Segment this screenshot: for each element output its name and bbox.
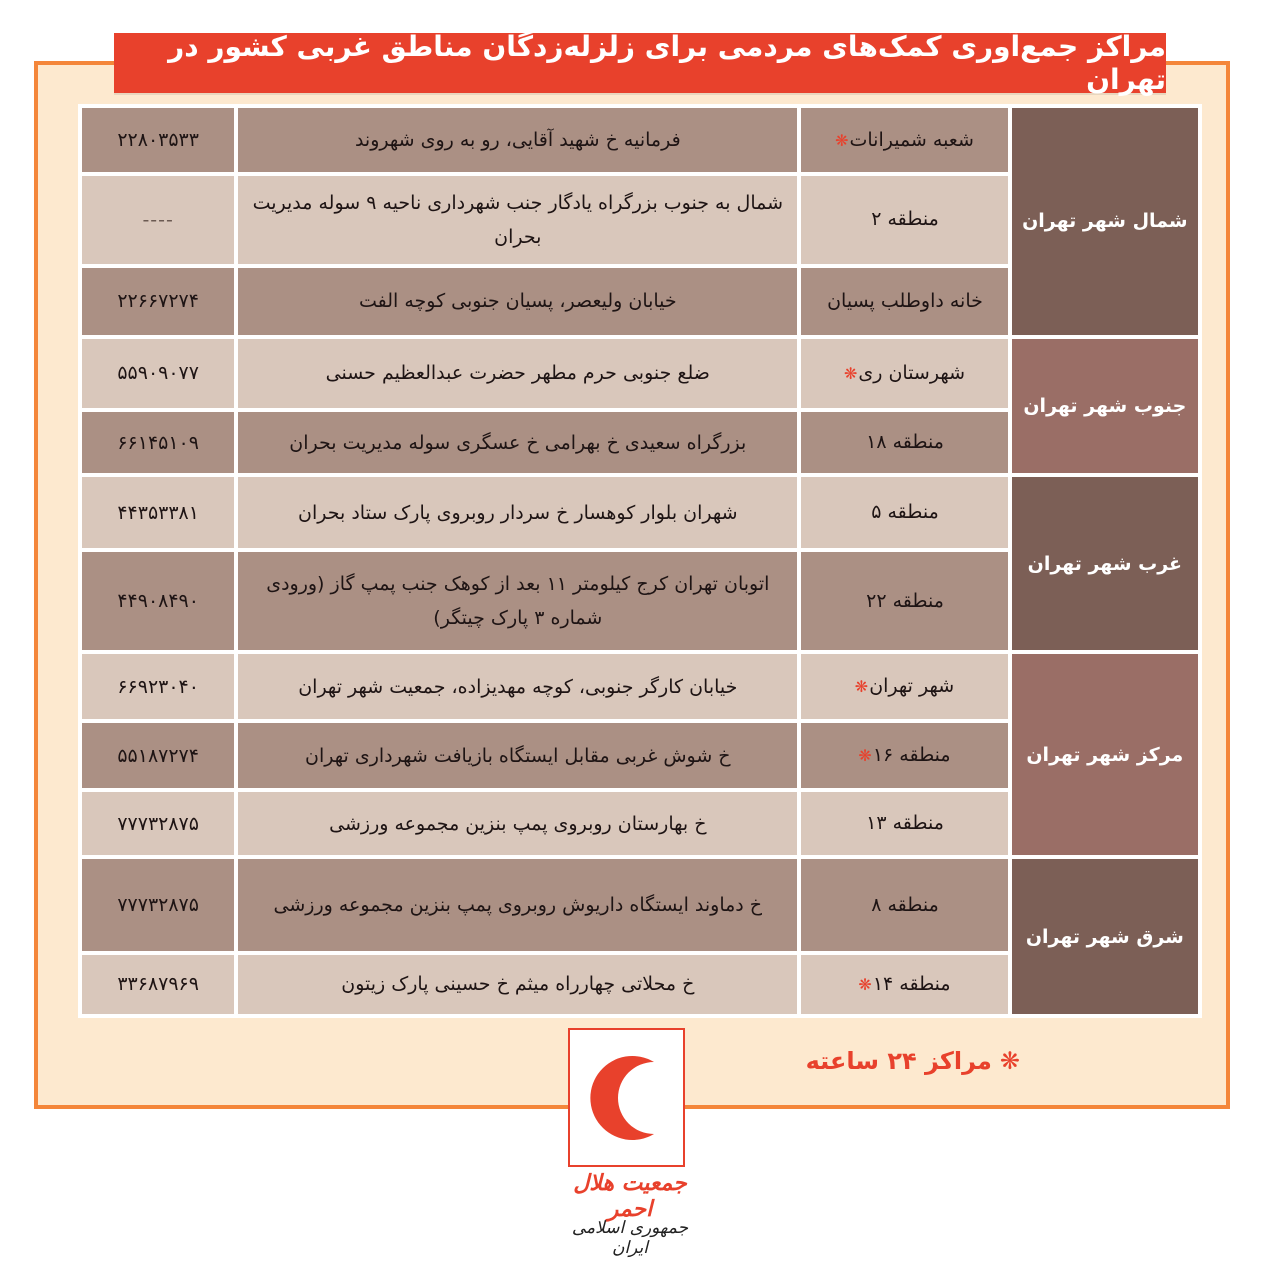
center-address: شمال به جنوب بزرگراه یادگار جنب شهرداری ناحیه ۹ سوله مدیریت بحران: [238, 176, 797, 264]
center-name-text: شهر تهران: [869, 675, 955, 698]
center-name-text: منطقه ۱۳: [866, 812, 944, 835]
center-name-text: منطقه ۲: [871, 208, 939, 231]
star-icon: ❋: [858, 746, 872, 766]
center-address: فرمانیه خ شهید آقایی، رو به روی شهروند: [238, 108, 797, 172]
center-name-text: منطقه ۸: [871, 893, 939, 916]
star-icon: ❋: [835, 130, 849, 150]
region-cell-south: جنوب شهر تهران: [1012, 339, 1198, 473]
table-row: [82, 339, 1198, 408]
center-address: اتوبان تهران کرج کیلومتر ۱۱ بعد از کوهک جنب پمپ گاز (ورودی شماره ۳ پارک چیتگر): [238, 552, 797, 650]
center-address: خ بهارستان روبروی پمپ بنزین مجموعه ورزشی: [238, 792, 797, 855]
center-address: خ محلاتی چهارراه میثم خ حسینی پارک زیتون: [238, 955, 797, 1014]
center-name-text: منطقه ۲۲: [866, 589, 944, 612]
center-phone: ۴۴۹۰۸۴۹۰: [82, 552, 234, 650]
center-phone: ۷۷۷۳۲۸۷۵: [82, 859, 234, 951]
red-crescent-logo: [568, 1028, 685, 1167]
table-row: [82, 654, 1198, 719]
footnote-24h: [720, 1040, 1020, 1082]
region-cell-north: شمال شهر تهران: [1012, 108, 1198, 335]
center-address: خیابان ولیعصر، پسیان جنوبی کوچه الفت: [238, 268, 797, 335]
center-name: [801, 108, 1007, 172]
center-phone: ۲۲۶۶۷۲۷۴: [82, 268, 234, 335]
table-row: [82, 477, 1198, 548]
center-phone: ۷۷۷۳۲۸۷۵: [82, 792, 234, 855]
center-name: [801, 412, 1007, 473]
page-title: مراکز جمع‌آوری کمک‌های مردمی برای زلزله‌زدگان مناطق غربی کشور در تهران: [114, 33, 1166, 93]
center-name: [801, 859, 1007, 951]
star-icon: ❋: [858, 974, 872, 994]
center-name: [801, 552, 1007, 650]
center-address: خیابان کارگر جنوبی، کوچه مهدیزاده، جمعیت شهر تهران: [238, 654, 797, 719]
logo-country-name: جمهوری اسلامی ایران: [571, 1218, 689, 1258]
region-cell-east: شرق شهر تهران: [1012, 859, 1198, 1014]
center-name: [801, 955, 1007, 1014]
center-phone: ۶۶۹۲۳۰۴۰: [82, 654, 234, 719]
star-icon: ❋: [843, 363, 858, 383]
region-cell-west: غرب شهر تهران: [1012, 477, 1198, 650]
center-address: بزرگراه سعیدی خ بهرامی خ عسگری سوله مدیریت بحران: [238, 412, 797, 473]
table-row: [82, 859, 1198, 951]
logo-org-name: جمعیت هلال احمر: [573, 1170, 687, 1222]
centers-table: [78, 104, 1202, 1018]
center-address: خ شوش غربی مقابل ایستگاه بازیافت شهرداری تهران: [238, 723, 797, 788]
center-address: ضلع جنوبی حرم مطهر حضرت عبدالعظیم حسنی: [238, 339, 797, 408]
center-phone: ۵۵۹۰۹۰۷۷: [82, 339, 234, 408]
center-name: [801, 176, 1007, 264]
footnote-text: مراکز ۲۴ ساعته: [805, 1047, 992, 1075]
center-phone: ۵۵۱۸۷۲۷۴: [82, 723, 234, 788]
center-name: [801, 268, 1007, 335]
red-crescent-icon: [570, 1030, 683, 1165]
star-icon: ❋: [999, 1047, 1020, 1075]
center-name: [801, 339, 1007, 408]
center-name-text: شعبه شمیرانات: [849, 128, 974, 151]
center-name: [801, 654, 1007, 719]
center-phone: ----: [82, 176, 234, 264]
center-name: [801, 477, 1007, 548]
center-address: شهران بلوار کوهسار خ سردار روبروی پارک ستاد بحران: [238, 477, 797, 548]
center-address: خ دماوند ایستگاه داریوش روبروی پمپ بنزین مجموعه ورزشی: [238, 859, 797, 951]
center-name-text: خانه داوطلب پسیان: [827, 289, 983, 312]
center-name-text: منطقه ۱۸: [866, 431, 944, 454]
center-phone: ۴۴۳۵۳۳۸۱: [82, 477, 234, 548]
center-name-text: منطقه ۱۶: [872, 744, 951, 767]
center-name: [801, 792, 1007, 855]
center-phone: ۶۶۱۴۵۱۰۹: [82, 412, 234, 473]
center-phone: ۲۲۸۰۳۵۳۳: [82, 108, 234, 172]
center-name: [801, 723, 1007, 788]
center-name-text: شهرستان ری: [858, 361, 966, 384]
region-cell-center: مرکز شهر تهران: [1012, 654, 1198, 855]
center-phone: ۳۳۶۸۷۹۶۹: [82, 955, 234, 1014]
center-name-text: منطقه ۵: [871, 501, 939, 524]
star-icon: ❋: [854, 677, 869, 697]
center-name-text: منطقه ۱۴: [872, 972, 951, 995]
table-row: [82, 108, 1198, 172]
